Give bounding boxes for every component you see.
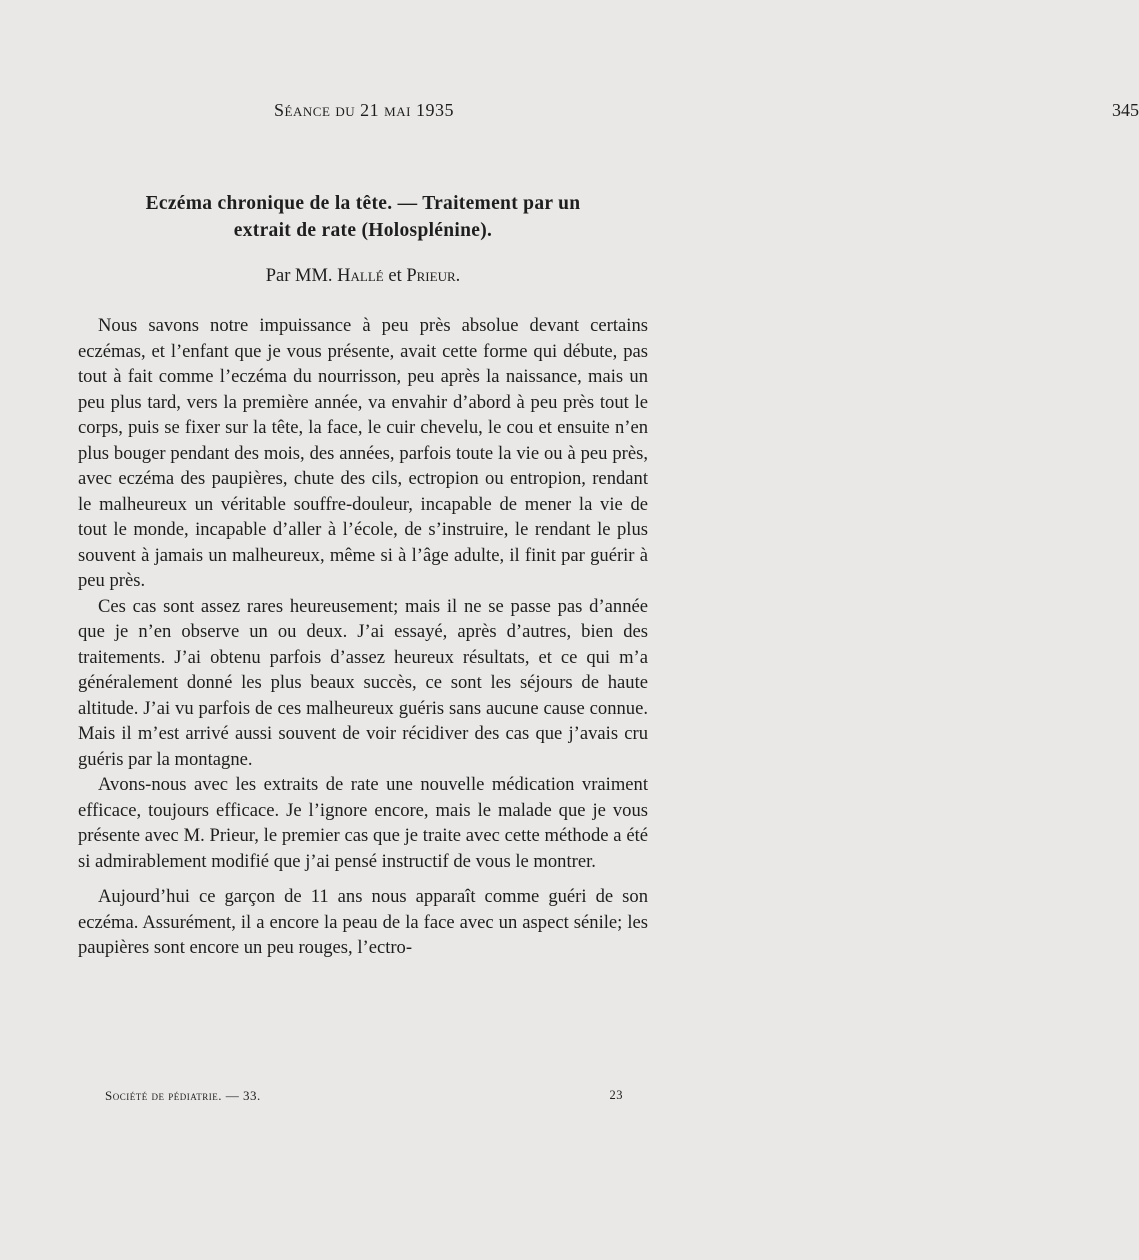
running-head (78, 100, 650, 121)
paragraph-2: Ces cas sont assez rares heureusement; mais il ne se passe pas d’année que je n’en observe un ou deux. J’ai essayé, après d’autres, bien des traitements. J’ai obtenu parfois d’assez heureux résultats, et ce qui m’a généralement donné les plus beaux succès, ce sont les séjours de haute altitude. J’ai vu parfois de ces malheureux guéris sans aucune cause connue. Mais il m’est arrivé aussi souvent de voir récidiver des cas que j’avais cru guéris par la montagne. (78, 595, 648, 770)
title-line-2: extrait de rate (Holosplénine). (233, 220, 493, 241)
authors-connector: et (388, 266, 402, 286)
title-line-1: Eczéma chronique de la tête. — Traitement par un (145, 193, 581, 214)
paragraph-4: Aujourd’hui ce garçon de 11 ans nous apparaît comme guéri de son eczéma. Assurément, il a encore la peau de la face avec un aspect sénile; les paupières sont encore un peu rouges, l’ectro- (78, 886, 648, 958)
author-1: Hallé (337, 266, 384, 286)
page-number: 345 (1112, 100, 1139, 120)
article-body (78, 313, 648, 961)
article-title (78, 190, 648, 244)
authors-line (78, 266, 648, 287)
footer-sheet-number: 23 (609, 1088, 623, 1102)
paragraph-1: Nous savons notre impuissance à peu près absolue devant certains eczémas, et l’enfant que je vous présente, avait cette forme qui débute, pas tout à fait comme l’eczéma du nourrisson, peu après la naissance, mais un peu plus tard, vers la première année, va envahir d’abord à peu près tout le corps, puis se fixer sur la tête, la face, le cuir chevelu, le cou et ensuite n’en plus bouger pendant des mois, des années, parfois toute la vie ou à peu près, avec eczéma des paupières, chute des cils, ectropion ou entropion, rendant le malheureux un véritable souffre-douleur, incapable de mener la vie de tout le monde, incapable d’aller à l’école, de s’instruire, le rendant le plus souvent à jamais un malheureux, même si à l’âge adulte, il finit par guérir à peu près. (78, 315, 648, 591)
running-head-year: 1935 (415, 100, 454, 120)
running-head-day: 21 (360, 100, 380, 120)
running-head-label: Séance du (274, 100, 356, 120)
authors-prefix: Par MM. (265, 266, 333, 286)
paragraph-3: Avons-nous avec les extraits de rate une nouvelle médication vraiment efficace, toujours efficace. Je l’ignore encore, mais le malade que je vous présente avec M. Prieur, le premier cas que je traite avec cette méthode a été si admirablement modifié que j’ai pensé instructif de vous le montrer. (78, 774, 648, 872)
running-head-month: mai (384, 100, 411, 120)
page-footer (105, 1088, 623, 1104)
author-2: Prieur. (406, 266, 461, 286)
footer-signature: Société de pédiatrie. — 33. (105, 1088, 261, 1103)
